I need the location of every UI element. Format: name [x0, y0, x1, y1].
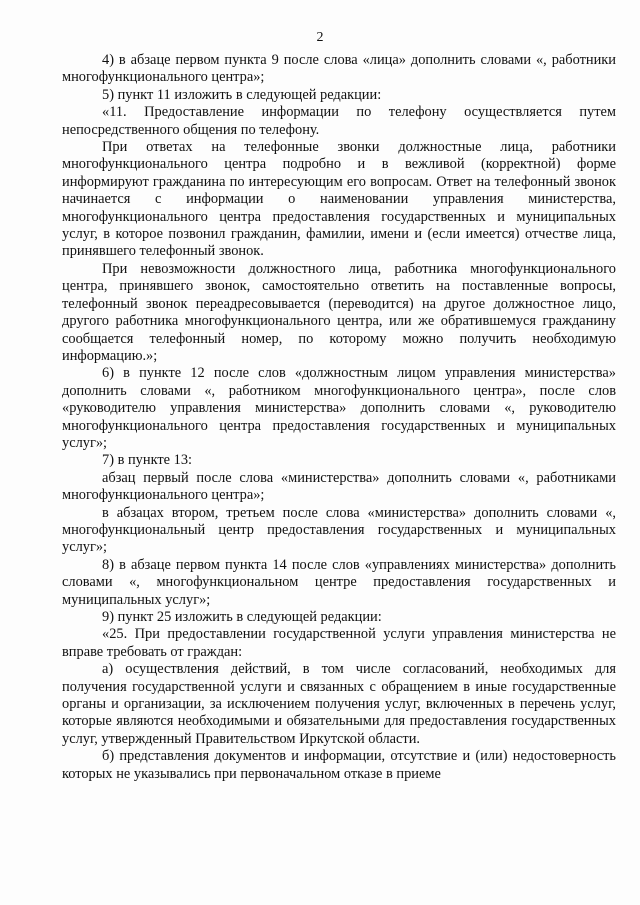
paragraph: 6) в пункте 12 после слов «должностным лицом управления министерства» дополнить словами «, работником многофункционального центра», после слов «руководителю управления министерства» дополнить словами «, руководителю многофункционального центра предоставления государственных и муниципальных услуг»;: [62, 365, 616, 451]
paragraph: При невозможности должностного лица, работника многофункционального центра, принявшего звонок, самостоятельно ответить на поставленные вопросы, телефонный звонок переадресовывается (переводится) на другое должностное лицо, другого работника многофункционального центра, или же обратившемуся гражданину сообщается телефонный номер, по которому можно получить необходимую информацию.»;: [62, 260, 616, 364]
document-body: [62, 52, 616, 783]
paragraph: б) представления документов и информации, отсутствие и (или) недостоверность которых не указывались при первоначальном отказе в приеме: [62, 748, 616, 782]
paragraph: «11. Предоставление информации по телефону осуществляется путем непосредственного общения по телефону.: [62, 104, 616, 138]
paragraph: а) осуществления действий, в том числе согласований, необходимых для получения государственной услуги и связанных с обращением в иные государственные органы и организации, за исключением получения услуг, включенных в перечень услуг, которые являются необходимыми и обязательными для предоставления государственных услуг, утвержденный Правительством Иркутской области.: [62, 661, 616, 747]
paragraph: в абзацах втором, третьем после слова «министерства» дополнить словами «, многофункциональный центр предоставления государственных и муниципальных услуг»;: [62, 504, 616, 556]
paragraph: 7) в пункте 13:: [102, 452, 193, 469]
paragraph: При ответах на телефонные звонки должностные лица, работники многофункционального центра подробно и в вежливой (корректной) форме информируют гражданина по интересующим его вопросам. Ответ на телефонный звонок начинается с информации о наименовании управления министерства, многофункционального центра предоставления государственных и муниципальных услуг, в которое позвонил гражданин, фамилии, имени и (если имеется) отчестве лица, принявшего телефонный звонок.: [62, 139, 616, 260]
paragraph: 9) пункт 25 изложить в следующей редакции:: [102, 609, 382, 625]
page-number: 2: [316, 30, 324, 45]
paragraph: 5) пункт 11 изложить в следующей редакции:: [102, 86, 382, 103]
paragraph: «25. При предоставлении государственной услуги управления министерства не вправе требовать от граждан:: [62, 626, 616, 660]
paragraph: 8) в абзаце первом пункта 14 после слов «управлениях министерства» дополнить словами «, многофункциональном центре предоставления государственных и муниципальных услуг»;: [62, 556, 616, 608]
paragraph: 4) в абзаце первом пункта 9 после слова «лица» дополнить словами «, работники многофункционального центра»;: [62, 52, 616, 86]
paragraph: абзац первый после слова «министерства» дополнить словами «, работниками многофункционального центра»;: [62, 469, 616, 504]
